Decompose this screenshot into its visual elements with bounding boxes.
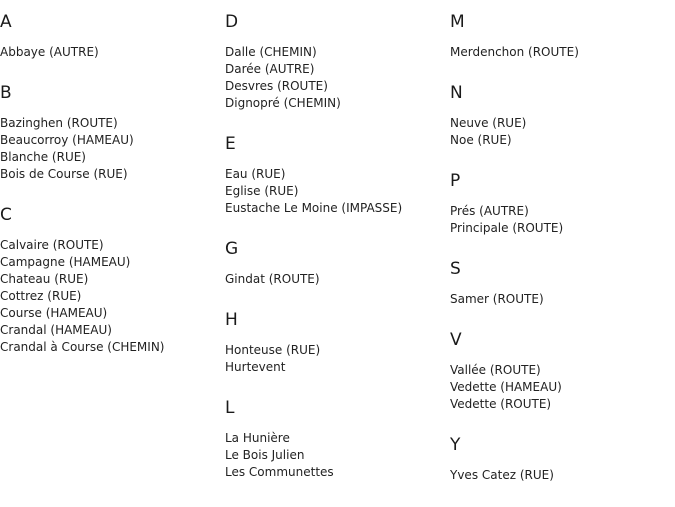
street-item: Yves Catez (RUE): [450, 468, 554, 482]
letter-section-y: [450, 435, 670, 484]
street-list: [225, 430, 445, 481]
street-item: Eustache Le Moine (IMPASSE): [225, 201, 403, 215]
street-list: [450, 362, 670, 413]
letter-section-e: [225, 134, 445, 217]
street-item: Vedette (HAMEAU): [450, 380, 562, 394]
street-item: Campagne (HAMEAU): [0, 255, 131, 269]
street-item: Neuve (RUE): [450, 116, 527, 130]
street-item: Eau (RUE): [225, 167, 286, 181]
section-letter: L: [225, 398, 235, 418]
letter-section-c: [0, 205, 220, 356]
street-item: Bois de Course (RUE): [0, 167, 128, 181]
street-list: [0, 115, 220, 183]
section-letter: H: [225, 310, 238, 330]
index-column-3: [450, 12, 670, 506]
street-list: [450, 44, 670, 61]
street-list: [450, 203, 670, 237]
letter-section-d: [225, 12, 445, 112]
letter-section-n: [450, 83, 670, 149]
street-item: Dalle (CHEMIN): [225, 45, 317, 59]
street-list: [450, 467, 670, 484]
street-item: Desvres (ROUTE): [225, 79, 328, 93]
street-item: Dignopré (CHEMIN): [225, 96, 341, 110]
street-list: [450, 291, 670, 308]
letter-section-m: [450, 12, 670, 61]
index-column-2: [225, 12, 445, 503]
street-item: Eglise (RUE): [225, 184, 299, 198]
street-item: Les Communettes: [225, 465, 334, 479]
street-item: Crandal à Course (CHEMIN): [0, 340, 165, 354]
street-item: Le Bois Julien: [225, 448, 305, 462]
street-item: Vedette (ROUTE): [450, 397, 552, 411]
street-list: [225, 44, 445, 112]
street-item: Abbaye (AUTRE): [0, 45, 99, 59]
street-item: Samer (ROUTE): [450, 292, 544, 306]
street-item: Bazinghen (ROUTE): [0, 116, 118, 130]
street-list: [450, 115, 670, 149]
section-letter: P: [450, 171, 461, 191]
street-item: Calvaire (ROUTE): [0, 238, 104, 252]
street-item: Chateau (RUE): [0, 272, 89, 286]
section-letter: C: [0, 205, 12, 225]
street-item: Darée (AUTRE): [225, 62, 315, 76]
section-letter: S: [450, 259, 461, 279]
section-letter: V: [450, 330, 462, 350]
street-item: Noe (RUE): [450, 133, 512, 147]
letter-section-l: [225, 398, 445, 481]
section-letter: A: [0, 12, 12, 32]
street-list: [225, 342, 445, 376]
letter-section-h: [225, 310, 445, 376]
street-item: Cottrez (RUE): [0, 289, 82, 303]
street-list: [0, 237, 220, 356]
letter-section-v: [450, 330, 670, 413]
street-item: Prés (AUTRE): [450, 204, 529, 218]
section-letter: G: [225, 239, 239, 259]
section-letter: E: [225, 134, 236, 154]
street-item: Honteuse (RUE): [225, 343, 321, 357]
letter-section-b: [0, 83, 220, 183]
letter-section-p: [450, 171, 670, 237]
street-item: Beaucorroy (HAMEAU): [0, 133, 134, 147]
section-letter: N: [450, 83, 463, 103]
street-list: [225, 271, 445, 288]
street-item: Hurtevent: [225, 360, 286, 374]
section-letter: B: [0, 83, 12, 103]
street-list: [225, 166, 445, 217]
street-item: Crandal (HAMEAU): [0, 323, 112, 337]
letter-section-a: [0, 12, 220, 61]
street-item: Course (HAMEAU): [0, 306, 108, 320]
section-letter: M: [450, 12, 465, 32]
street-item: Vallée (ROUTE): [450, 363, 541, 377]
section-letter: Y: [450, 435, 461, 455]
street-item: Merdenchon (ROUTE): [450, 45, 579, 59]
street-list: [0, 44, 220, 61]
letter-section-g: [225, 239, 445, 288]
street-item: Gindat (ROUTE): [225, 272, 320, 286]
letter-section-s: [450, 259, 670, 308]
street-item: Blanche (RUE): [0, 150, 86, 164]
index-column-1: [0, 12, 220, 378]
street-item: La Hunière: [225, 431, 290, 445]
section-letter: D: [225, 12, 239, 32]
street-item: Principale (ROUTE): [450, 221, 564, 235]
